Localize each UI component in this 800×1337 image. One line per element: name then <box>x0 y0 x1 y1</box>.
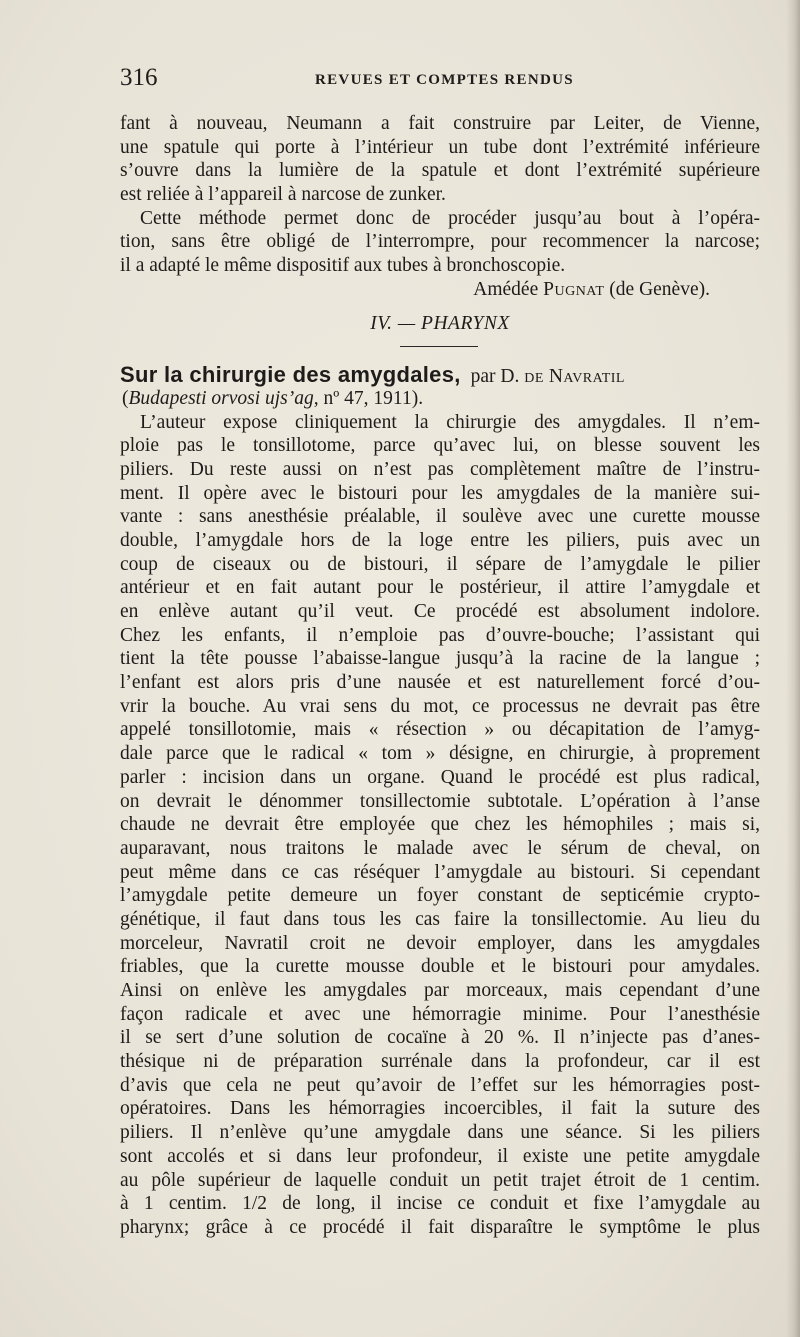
text-line: piliers. Du reste aussi on n’est pas complètement maître de l’instru- <box>120 458 760 480</box>
text-line: vrir la bouche. Au vrai sens du mot, ce processus ne devrait pas être <box>120 695 760 717</box>
text-line: sont accolés et si dans leur profondeur, il existe une petite amygdale <box>120 1145 760 1167</box>
text-line: appelé tonsillotomie, mais « résection » ou décapitation de l’amyg- <box>120 719 760 741</box>
text-line: Cette méthode permet donc de procéder jusqu’au bout à l’opéra- <box>140 207 760 229</box>
signature-affiliation: (de Genève). <box>609 278 710 300</box>
text-line: une spatule qui porte à l’intérieur un tube dont l’extrémité inférieure <box>120 136 760 158</box>
text-line: morceleur, Navratil croit ne devoir employer, dans les amygdales <box>120 932 760 954</box>
text-line: l’enfant est alors pris d’une nausée et est naturellement forcé d’ou- <box>120 672 760 694</box>
text-line: L’auteur expose cliniquement la chirurgie des amygdales. Il n’em- <box>140 411 760 433</box>
article-source <box>120 387 760 411</box>
article <box>120 362 760 1240</box>
text-line: dale parce que le radical « tom » désigne, en chirurgie, à proprement <box>120 743 760 765</box>
text-line: s’ouvre dans la lumière de la spatule et dont l’extrémité supérieure <box>120 160 760 182</box>
text-line: d’avis que cela ne peut qu’avoir de l’effet sur les hémorragies post- <box>120 1074 760 1096</box>
page-edge-shadow <box>786 0 800 1337</box>
text-line: double, l’amygdale hors de la loge entre les piliers, puis avec un <box>120 529 760 551</box>
text-line: on devrait le dénommer tonsillectomie subtotale. L’opération à l’anse <box>120 790 760 812</box>
text-line: friables, que la curette mousse double et le bistouri pour amydales. <box>120 956 760 978</box>
text-line: fant à nouveau, Neumann a fait construire par Leiter, de Vienne, <box>120 113 760 134</box>
text-line: est reliée à l’appareil à narcose de zunker. <box>120 184 446 206</box>
text-line: vante : sans anesthésie préalable, il soulève avec une curette mousse <box>120 506 760 528</box>
text-line: génétique, il faut dans tous les cas faire la tonsillectomie. Au lieu du <box>120 908 760 930</box>
text-line: en enlève autant qu’il veut. Ce procédé est absolument indolore. <box>120 601 760 622</box>
section-heading <box>120 302 760 362</box>
text-line: coup de ciseaux ou de bistouri, il sépare de l’amygdale le pilier <box>120 553 760 575</box>
section-title: IV. — PHARYNX <box>370 312 510 334</box>
text-line: auparavant, nous traitons le malade avec le sérum de cheval, on <box>120 837 760 859</box>
text-line: Chez les enfants, il n’emploie pas d’ouvre-bouche; l’assistant qui <box>120 624 760 646</box>
text-line: tion, sans être obligé de l’interrompre, pour recommencer la narcose; <box>120 231 760 253</box>
article-body <box>120 411 760 1240</box>
text-line: Ainsi on enlève les amygdales par morceaux, mais cependant d’une <box>120 980 760 1001</box>
article-byline: par D. <box>470 365 520 387</box>
page-header <box>120 60 760 100</box>
text-line: tient la tête pousse l’abaisse-langue jusqu’à la racine de la langue ; <box>120 648 760 670</box>
text-line: façon radicale et avec une hémorragie minime. Pour l’anesthésie <box>120 1003 760 1025</box>
running-head: REVUES ET COMPTES RENDUS <box>315 72 574 88</box>
text-line: l’amygdale petite demeure un foyer constant de septicémie crypto- <box>120 885 760 907</box>
text-line: antérieur et en fait autant pour le postérieur, il attire l’amygdale et <box>120 577 760 599</box>
text-line: chaude ne devrait être employée que chez les hémophiles ; mais si, <box>120 814 760 836</box>
text-line: il a adapté le même dispositif aux tubes à bronchoscopie. <box>120 255 566 277</box>
text-line: à 1 centim. 1/2 de long, il incise ce conduit et fixe l’amygdale au <box>120 1193 760 1215</box>
article-heading <box>120 362 760 387</box>
source-journal: Budapesti orvosi ujs’ag, <box>128 387 319 409</box>
source-open: ( <box>122 387 129 409</box>
text-line: piliers. Il n’enlève qu’une amygdale dans une séance. Si les piliers <box>120 1122 760 1144</box>
article-title: Sur la chirurgie des amygdales, <box>120 361 461 387</box>
signature-surname: Pugnat <box>543 278 605 300</box>
text-line: peut même dans ce cas réséquer l’amygdale au bistouri. Si cependant <box>120 861 760 883</box>
text-line: pharynx; grâce à ce procédé il fait disparaître le symptôme le plus <box>120 1216 760 1238</box>
text-line: ploie pas le tonsillotome, parce qu’avec lui, on blesse souvent les <box>120 435 760 457</box>
review-signature <box>120 278 760 302</box>
continued-paragraph <box>120 112 760 302</box>
text-line: il se sert d’une solution de cocaïne à 20 %. Il n’injecte pas d’anes- <box>120 1027 760 1049</box>
text-line: parler : incision dans un organe. Quand le procédé est plus radical, <box>120 766 760 788</box>
page-body <box>120 112 760 1240</box>
section-rule <box>400 346 478 347</box>
text-line: thésique ni de préparation surrénale dans la profondeur, car il est <box>120 1051 760 1073</box>
source-details: nº 47, 1911). <box>318 387 424 409</box>
page-number: 316 <box>120 64 158 91</box>
text-line: ment. Il opère avec le bistouri pour les amygdales de la manière sui- <box>120 482 760 504</box>
author-particle: de <box>524 365 544 387</box>
author-name: Navratil <box>548 365 625 387</box>
text-line: opératoires. Dans les hémorragies incoercibles, il fait la suture des <box>120 1098 760 1120</box>
signature-first-name: Amédée <box>473 278 539 300</box>
text-line: au pôle supérieur de laquelle conduit un petit trajet étroit de 1 centim. <box>120 1169 760 1191</box>
